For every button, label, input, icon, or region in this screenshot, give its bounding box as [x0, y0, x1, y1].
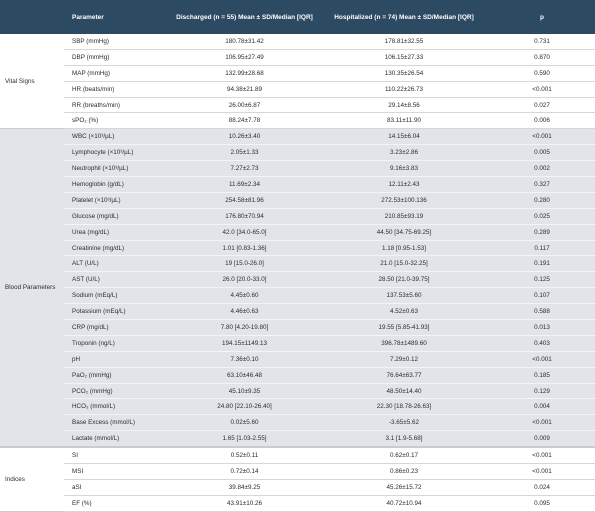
p-value-cell: 0.327	[489, 177, 595, 193]
table-row	[0, 49, 595, 65]
discharged-cell: 43.91±10.26	[170, 495, 319, 511]
hospitalized-cell: 396.78±1489.60	[319, 335, 489, 351]
parameter-cell: MAP (mmHg)	[64, 65, 170, 81]
parameter-cell: EF (%)	[64, 495, 170, 511]
hospitalized-cell: 106.15±27.33	[319, 49, 489, 65]
p-value-cell: <0.001	[489, 447, 595, 463]
parameter-cell: Platelet (×10³/µL)	[64, 192, 170, 208]
discharged-cell: 24.80 [22.10-26.40]	[170, 399, 319, 415]
p-value-cell: <0.001	[489, 415, 595, 431]
table-row	[0, 272, 595, 288]
parameter-cell: CRP (mg/dL)	[64, 320, 170, 336]
p-value-cell: 0.185	[489, 367, 595, 383]
p-value-cell: 0.107	[489, 288, 595, 304]
discharged-cell: 2.05±1.33	[170, 145, 319, 161]
discharged-cell: 45.10±9.35	[170, 383, 319, 399]
header-group	[0, 0, 64, 34]
discharged-cell: 254.58±81.96	[170, 192, 319, 208]
p-value-cell: <0.001	[489, 464, 595, 480]
hospitalized-cell: 272.53±100.136	[319, 192, 489, 208]
table-row	[0, 447, 595, 463]
p-value-cell: 0.590	[489, 65, 595, 81]
discharged-cell: 194.15±1149.13	[170, 335, 319, 351]
p-value-cell: 0.002	[489, 161, 595, 177]
hospitalized-cell: 14.15±6.04	[319, 129, 489, 145]
p-value-cell: 0.095	[489, 495, 595, 511]
hospitalized-cell: 12.11±2.43	[319, 177, 489, 193]
p-value-cell: 0.125	[489, 272, 595, 288]
p-value-cell: 0.005	[489, 145, 595, 161]
header-discharged: Discharged (n = 55) Mean ± SD/Median [IQR]	[170, 0, 319, 34]
p-value-cell: 0.025	[489, 208, 595, 224]
hospitalized-cell: 0.62±0.17	[319, 447, 489, 463]
parameter-cell: Sodium (mEq/L)	[64, 288, 170, 304]
parameter-cell: DBP (mmHg)	[64, 49, 170, 65]
p-value-cell: 0.129	[489, 383, 595, 399]
hospitalized-cell: -3.65±5.62	[319, 415, 489, 431]
table-row	[0, 240, 595, 256]
header-p: p	[489, 0, 595, 34]
parameter-cell: Potassium (mEq/L)	[64, 304, 170, 320]
table-row	[0, 431, 595, 447]
discharged-cell: 176.80±70.94	[170, 208, 319, 224]
blood-parameters-section	[0, 129, 595, 447]
parameter-cell: PaO₂ (mmHg)	[64, 367, 170, 383]
hospitalized-cell: 45.26±15.72	[319, 479, 489, 495]
hospitalized-cell: 110.22±26.73	[319, 81, 489, 97]
table-row	[0, 304, 595, 320]
discharged-cell: 0.72±0.14	[170, 464, 319, 480]
hospitalized-cell: 19.55 [5.85-41.93]	[319, 320, 489, 336]
table-row	[0, 113, 595, 129]
parameter-cell: aSI	[64, 479, 170, 495]
p-value-cell: 0.403	[489, 335, 595, 351]
table-row	[0, 256, 595, 272]
p-value-cell: <0.001	[489, 129, 595, 145]
parameter-cell: pH	[64, 351, 170, 367]
parameter-cell: MSI	[64, 464, 170, 480]
table-row	[0, 399, 595, 415]
discharged-cell: 88.24±7.78	[170, 113, 319, 129]
parameter-cell: RR (breaths/min)	[64, 97, 170, 113]
parameter-cell: HR (beats/min)	[64, 81, 170, 97]
discharged-cell: 1.65 [1.03-2.55]	[170, 431, 319, 447]
discharged-cell: 180.78±31.42	[170, 34, 319, 49]
p-value-cell: <0.001	[489, 81, 595, 97]
hospitalized-cell: 137.53±5.60	[319, 288, 489, 304]
discharged-cell: 63.10±46.48	[170, 367, 319, 383]
p-value-cell: 0.009	[489, 431, 595, 447]
hospitalized-cell: 40.72±10.94	[319, 495, 489, 511]
parameter-cell: SBP (mmHg)	[64, 34, 170, 49]
hospitalized-cell: 48.50±14.40	[319, 383, 489, 399]
hospitalized-cell: 76.64±63.77	[319, 367, 489, 383]
table-row	[0, 479, 595, 495]
table-row	[0, 129, 595, 145]
hospitalized-cell: 210.85±93.19	[319, 208, 489, 224]
parameter-cell: Hemoglobin (g/dL)	[64, 177, 170, 193]
hospitalized-cell: 21.0 [15.0-32.25]	[319, 256, 489, 272]
table-row	[0, 464, 595, 480]
discharged-cell: 0.52±0.11	[170, 447, 319, 463]
hospitalized-cell: 178.81±32.55	[319, 34, 489, 49]
hospitalized-cell: 28.50 [21.0-39.75]	[319, 272, 489, 288]
discharged-cell: 94.38±21.89	[170, 81, 319, 97]
hospitalized-cell: 4.52±0.63	[319, 304, 489, 320]
table-row	[0, 335, 595, 351]
indices-section	[0, 447, 595, 511]
table-row	[0, 192, 595, 208]
discharged-cell: 42.0 [34.0-65.0]	[170, 224, 319, 240]
hospitalized-cell: 7.29±0.12	[319, 351, 489, 367]
hospitalized-cell: 0.86±0.23	[319, 464, 489, 480]
p-value-cell: 0.024	[489, 479, 595, 495]
parameter-cell: sPO₂ (%)	[64, 113, 170, 129]
p-value-cell: 0.280	[489, 192, 595, 208]
discharged-cell: 7.80 [4.20-19.80]	[170, 320, 319, 336]
hospitalized-cell: 9.16±3.83	[319, 161, 489, 177]
discharged-cell: 7.36±0.10	[170, 351, 319, 367]
hospitalized-cell: 130.35±26.54	[319, 65, 489, 81]
discharged-cell: 10.26±3.40	[170, 129, 319, 145]
p-value-cell: 0.027	[489, 97, 595, 113]
parameter-cell: Base Excess (mmol/L)	[64, 415, 170, 431]
group-label-blood-parameters: Blood Parameters	[0, 129, 64, 447]
parameter-cell: AST (U/L)	[64, 272, 170, 288]
table-row	[0, 351, 595, 367]
p-value-cell: 0.004	[489, 399, 595, 415]
parameter-cell: WBC (×10³/µL)	[64, 129, 170, 145]
parameter-cell: Urea (mg/dL)	[64, 224, 170, 240]
p-value-cell: 0.013	[489, 320, 595, 336]
p-value-cell: 0.588	[489, 304, 595, 320]
parameter-cell: Lymphocyte (×10³/µL)	[64, 145, 170, 161]
parameter-cell: HCO₃ (mmol/L)	[64, 399, 170, 415]
discharged-cell: 0.02±5.60	[170, 415, 319, 431]
discharged-cell: 132.99±28.68	[170, 65, 319, 81]
discharged-cell: 106.95±27.49	[170, 49, 319, 65]
p-value-cell: 0.191	[489, 256, 595, 272]
table-row	[0, 34, 595, 49]
table-row	[0, 320, 595, 336]
table-row	[0, 415, 595, 431]
parameter-cell: Lactate (mmol/L)	[64, 431, 170, 447]
table-row	[0, 65, 595, 81]
header-parameter: Parameter	[64, 0, 170, 34]
discharged-cell: 11.69±2.34	[170, 177, 319, 193]
p-value-cell: 0.117	[489, 240, 595, 256]
table-row	[0, 161, 595, 177]
discharged-cell: 26.00±6.87	[170, 97, 319, 113]
table-row	[0, 495, 595, 511]
p-value-cell: 0.870	[489, 49, 595, 65]
parameter-cell: Neutrophil (×10³/µL)	[64, 161, 170, 177]
table-row	[0, 177, 595, 193]
discharged-cell: 19 [15.0-26.0]	[170, 256, 319, 272]
table-row	[0, 81, 595, 97]
table-row	[0, 97, 595, 113]
group-label-vital-signs: Vital Signs	[0, 34, 64, 129]
p-value-cell: 0.731	[489, 34, 595, 49]
hospitalized-cell: 44.50 [34.75-69.25]	[319, 224, 489, 240]
discharged-cell: 7.27±2.73	[170, 161, 319, 177]
parameter-cell: ALT (U/L)	[64, 256, 170, 272]
discharged-cell: 4.45±0.60	[170, 288, 319, 304]
table-row	[0, 224, 595, 240]
table-row	[0, 145, 595, 161]
p-value-cell: <0.001	[489, 351, 595, 367]
discharged-cell: 26.0 [20.0-33.0]	[170, 272, 319, 288]
p-value-cell: 0.289	[489, 224, 595, 240]
discharged-cell: 4.46±0.63	[170, 304, 319, 320]
parameter-cell: Creatinine (mg/dL)	[64, 240, 170, 256]
hospitalized-cell: 3.23±2.86	[319, 145, 489, 161]
header-row	[0, 0, 595, 34]
discharged-cell: 1.01 [0.83-1.36]	[170, 240, 319, 256]
header-hospitalized: Hospitalized (n = 74) Mean ± SD/Median [IQR]	[319, 0, 489, 34]
parameter-cell: Glucose (mg/dL)	[64, 208, 170, 224]
hospitalized-cell: 22.30 [18.78-26.63]	[319, 399, 489, 415]
table-row	[0, 367, 595, 383]
hospitalized-cell: 3.1 [1.9-5.68]	[319, 431, 489, 447]
p-value-cell: 0.006	[489, 113, 595, 129]
hospitalized-cell: 1.18 [0.95-1.53]	[319, 240, 489, 256]
hospitalized-cell: 83.11±11.90	[319, 113, 489, 129]
vital-signs-section	[0, 34, 595, 129]
discharged-cell: 39.84±9.25	[170, 479, 319, 495]
group-label-indices: Indices	[0, 447, 64, 511]
parameter-cell: Troponin (ng/L)	[64, 335, 170, 351]
table-row	[0, 288, 595, 304]
parameter-cell: PCO₂ (mmHg)	[64, 383, 170, 399]
table-row	[0, 383, 595, 399]
hospitalized-cell: 29.14±8.56	[319, 97, 489, 113]
table-row	[0, 208, 595, 224]
parameter-cell: SI	[64, 447, 170, 463]
